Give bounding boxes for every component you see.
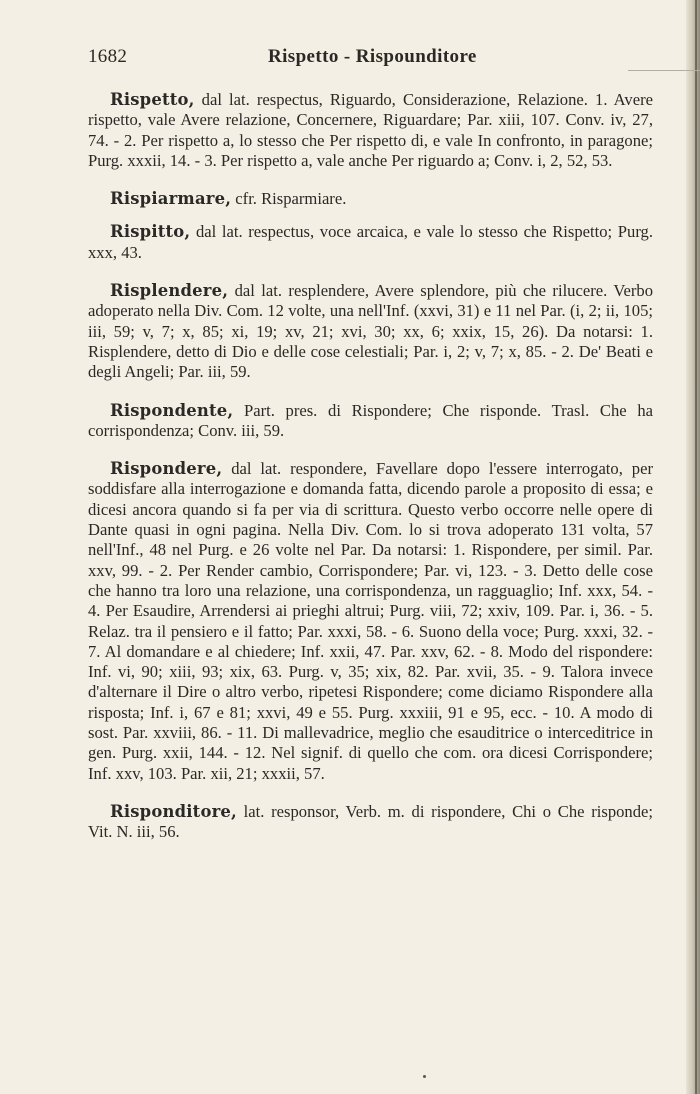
entry-text: cfr. Risparmiare. (231, 189, 347, 209)
page-edge-line (695, 0, 697, 1094)
entry-text: dal lat. respectus, voce arcaica, e vale lo stesso che Rispetto; Purg. xxx, 43. (88, 222, 653, 262)
headword: Rispondere, (110, 459, 223, 479)
entry-text: lat. responsor, Verb. m. di rispondere, Chi o Che risponde; Vit. N. iii, 56. (88, 801, 653, 842)
entry-rispetto (88, 90, 653, 171)
headword: Rispiarmare, (110, 189, 232, 209)
entry-rispondere (88, 459, 653, 784)
page-number: 1682 (88, 46, 128, 67)
entry-text: dal lat. respectus, Riguardo, Considerazione, Relazione. 1. Avere rispetto, vale Avere relazione, Concernere, Riguardare; Par. xiii, 107. Conv. iv, 27, 74. - 2. Per rispetto a, lo stesso che Per rispetto di, e vale In confronto, in paragone; Purg. xxxii, 14. - 3. Per rispetto a, vale anche Per riguardo a; Conv. i, 2, 52, 53. (88, 90, 653, 170)
entry-risplendere (88, 281, 653, 382)
dictionary-entries (88, 90, 653, 861)
page-edge-shadow (686, 0, 700, 1094)
entry-risponditore (88, 802, 653, 843)
entry-rispondente (88, 401, 653, 442)
running-head: Rispetto - Rispounditore (268, 46, 477, 67)
headword: Risponditore, (110, 801, 237, 821)
entry-text: dal lat. respondere, Favellare dopo l'essere interrogato, per soddisfare alla interrogazione e domanda fatta, dicendo parole a proposito di essa; e dicesi ancora quando si fa per via di scrittura. Questo verbo occorre nelle opere di Dante quasi in ogni pagina. Nella Div. Com. lo si trova adoperato 131 volta, 57 nell'Inf., 48 nel Purg. e 26 volte nel Par. Da notarsi: 1. Rispondere, per simil. Par. xxv, 99. - 2. Per Render cambio, Corrispondere; Par. vi, 123. - 3. Detto delle cose che hanno tra loro una relazione, una corrispondenza, un ragguaglio; Inf. xxx, 54. - 4. Per Esaudire, Arrendersi ai prieghi altrui; Purg. viii, 72; xxiv, 109. Par. i, 36. - 5. Relaz. tra il pensiero e il fatto; Par. xxxi, 58. - 6. Suono della voce; Purg. xxxi, 32. - 7. Al domandare e al chiedere; Inf. xxii, 47. Par. xxv, 62. - 8. Modo del rispondere: Inf. vi, 90; xiii, 93; xix, 63. Purg. v, 35; xix, 82. Par. xvii, 35. - 9. Talora invece d'alternare il Dire o altro verbo, ripetesi Rispondere; come diciamo Rispondere alla risposta; Inf. i, 67 e 81; xxvi, 49 e 55. Purg. xxxiii, 91 e 95, ecc. - 10. A modo di sost. Par. xxviii, 86. - 11. Di mallevadrice, meglio che esauditrice o interceditrice in gen. Purg. xxii, 144. - 12. Nel signif. di quello che com. ora dicesi Corrispondere; Inf. xxv, 103. Par. xii, 21; xxxii, 57. (88, 459, 653, 783)
entry-rispitto (88, 222, 653, 263)
page-header (88, 42, 660, 72)
entry-text: Part. pres. di Rispondere; Che risponde. Trasl. Che ha corrispondenza; Conv. iii, 59. (88, 400, 653, 440)
headword: Risplendere, (110, 281, 229, 301)
headword: Rispetto, (110, 90, 195, 109)
print-speck (423, 1075, 426, 1078)
entry-rispiarmare (88, 189, 653, 209)
headword: Rispondente, (110, 400, 234, 420)
headword: Rispitto, (110, 222, 191, 242)
entry-text: dal lat. resplendere, Avere splendore, più che rilucere. Verbo adoperato nella Div. Com. 12 volte, una nell'Inf. (xxvi, 31) e 11 nel Par. (i, 2; ii, 105; iii, 59; v, 7; x, 85; xi, 19; xv, 21; xvi, 30; xx, 6; xxix, 15, 26). Da notarsi: 1. Risplendere, detto di Dio e delle cose celestiali; Par. i, 2; v, 7; x, 85. - 2. De' Beati e degli Angeli; Par. iii, 59. (88, 281, 653, 382)
header-rule (628, 70, 700, 71)
